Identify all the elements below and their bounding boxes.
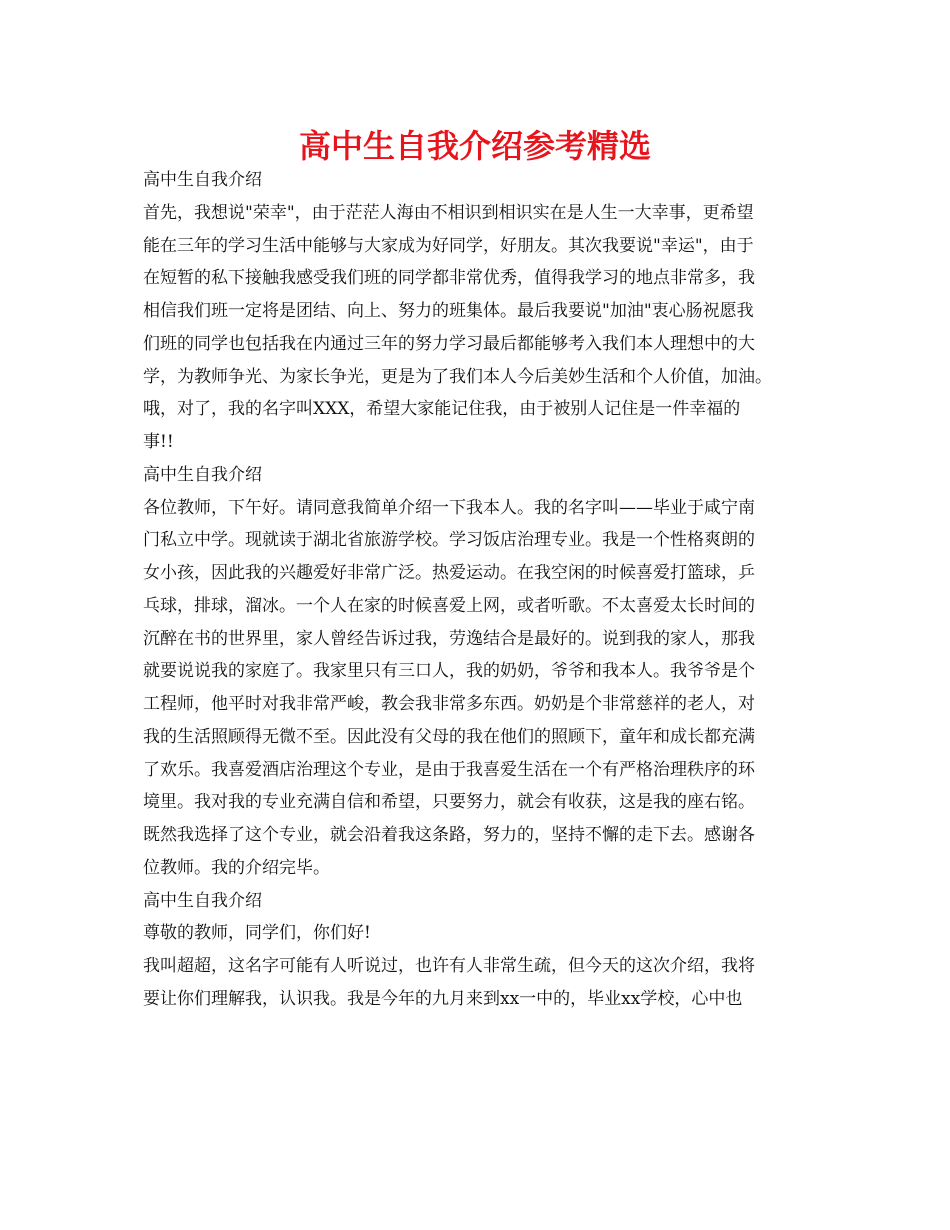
text-line: 高中生自我介绍 (143, 890, 262, 911)
text-line: 我叫超超，这名字可能有人听说过，也许有人非常生疏，但今天的这次介绍，我将 (143, 956, 755, 976)
text-line: 要让你们理解我，认识我。我是今年的九月来到xx一中的，毕业xx学校，心中也 (143, 988, 743, 1009)
document-body (143, 164, 823, 1016)
text-line: 沉醉在书的世界里，家人曾经告诉过我，劳逸结合是最好的。说到我的家人，那我 (143, 628, 755, 649)
text-line: 尊敬的教师，同学们，你们好! (143, 923, 371, 944)
document-title: 高中生自我介绍参考精选 (298, 127, 651, 165)
text-line: 位教师。我的介绍完毕。 (143, 857, 330, 878)
text-line: 在短暂的私下接触我感受我们班的同学都非常优秀，值得我学习的地点非常多，我 (143, 268, 755, 289)
text-line: 能在三年的学习生活中能够与大家成为好同学，好朋友。其次我要说"幸运"，由于 (143, 235, 754, 256)
text-line: 乓球，排球，溜冰。一个人在家的时候喜爱上网，或者听歌。不太喜爱太长时间的 (143, 595, 755, 616)
text-line: 哦，对了，我的名字叫XXX，希望大家能记住我，由于被别人记住是一件幸福的 (143, 399, 741, 420)
text-line: 们班的同学也包括我在内通过三年的努力学习最后都能够考入我们本人理想中的大 (143, 333, 755, 354)
text-line: 了欢乐。我喜爱酒店治理这个专业，是由于我喜爱生活在一个有严格治理秩序的环 (143, 759, 755, 780)
text-line: 事!! (143, 432, 174, 452)
text-line: 我的生活照顾得无微不至。因此没有父母的我在他们的照顾下，童年和成长都充满 (143, 726, 755, 747)
text-line: 境里。我对我的专业充满自信和希望，只要努力，就会有收获，这是我的座右铭。 (143, 792, 755, 813)
text-line: 学，为教师争光、为家长争光，更是为了我们本人今后美妙生活和个人价值，加油。 (143, 366, 772, 387)
text-line: 就要说说我的家庭了。我家里只有三口人，我的奶奶，爷爷和我本人。我爷爷是个 (143, 661, 755, 682)
text-line: 高中生自我介绍 (143, 170, 262, 190)
text-line: 各位教师，下午好。请同意我简单介绍一下我本人。我的名字叫——毕业于咸宁南 (143, 497, 755, 518)
text-line: 高中生自我介绍 (143, 464, 262, 485)
text-line: 首先，我想说"荣幸"，由于茫茫人海由不相识到相识实在是人生一大幸事，更希望 (143, 202, 754, 223)
text-line: 相信我们班一定将是团结、向上、努力的班集体。最后我要说"加油"衷心肠祝愿我 (143, 301, 754, 321)
text-line: 女小孩，因此我的兴趣爱好非常广泛。热爱运动。在我空闲的时候喜爱打篮球，乒 (143, 563, 755, 583)
text-line: 门私立中学。现就读于湖北省旅游学校。学习饭店治理专业。我是一个性格爽朗的 (143, 530, 755, 551)
text-line: 既然我选择了这个专业，就会沿着我这条路，努力的，坚持不懈的走下去。感谢各 (143, 825, 755, 845)
text-line: 工程师，他平时对我非常严峻，教会我非常多东西。奶奶是个非常慈祥的老人，对 (143, 694, 755, 714)
